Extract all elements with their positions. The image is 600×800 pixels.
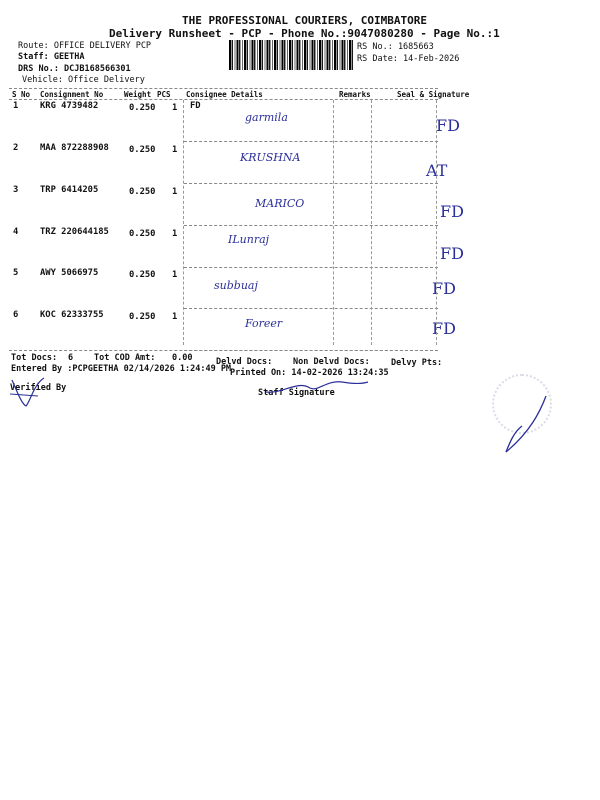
company-title: THE PROFESSIONAL COURIERS, COIMBATORE [182,14,428,27]
entered-by: Entered By :PCPGEETHA 02/14/2026 1:24:49 PM [11,364,232,374]
table-row [0,227,464,267]
col-pcs-header: PCS [157,90,171,99]
handwritten-seal: FD [432,279,456,298]
row-weight: 0.250 [129,103,156,113]
table-row [0,268,456,308]
barcode-image [229,40,354,70]
tot-docs-label: Tot Docs: [11,353,58,363]
row-consignment: TRZ 220644185 [40,227,109,237]
row-consignment: MAA 872288908 [40,143,109,153]
row-consignment: TRP 6414205 [40,185,99,195]
handwritten-name: MARICO [255,197,305,210]
handwritten-name: KRUSHNA [240,151,301,164]
tot-docs-value: 6 [68,353,74,363]
printed-on: Printed On: 14-02-2026 13:24:35 [230,368,389,378]
col-sno-header: S No [12,90,31,99]
delvy-pts: Delvy Pts: [391,358,443,368]
row-pcs: 1 [172,103,178,113]
runsheet-title: Delivery Runsheet - PCP - Phone No.:9047080280 - Page No.:1 [109,27,500,40]
tot-cod-label: Tot COD Amt: [94,353,156,363]
handwritten-name: Foreer [245,317,283,330]
row-sno: 5 [13,268,19,278]
row-consignment: AWY 5066975 [40,268,99,278]
col-consignment-header: Consignment No [40,90,104,99]
col-seal-header: Seal & Signature [397,90,470,99]
row-consignment: KOC 62333755 [40,310,104,320]
staff: Staff: GEETHA [18,52,85,62]
table-row [0,310,456,350]
table-row [0,185,464,225]
row-sno: 3 [13,185,19,195]
handwritten-seal: AT [426,161,448,180]
row-pcs: 1 [172,229,178,239]
row-weight: 0.250 [129,145,156,155]
col-remarks-header: Remarks [339,90,371,99]
row-sno: 1 [13,101,19,111]
col-weight-header: Weight [124,90,152,99]
row-sno: 6 [13,310,19,320]
verifier-signature [8,374,48,410]
tot-cod-value: 0.00 [172,353,193,363]
handwritten-seal: FD [440,202,464,221]
handwritten-name: garmila [245,111,288,124]
stamp-signature [500,392,550,456]
col-details-header: Consignee Details [186,90,263,99]
route: Route: OFFICE DELIVERY PCP [18,41,152,51]
row-weight: 0.250 [129,270,156,280]
row-pcs: 1 [172,312,178,322]
rs-date: RS Date: 14-Feb-2026 [357,54,460,64]
staff-signature [262,376,372,398]
row-pcs: 1 [172,145,178,155]
row-sno: 2 [13,143,19,153]
row-consignment: KRG 4739482 [40,101,99,111]
row-sno: 4 [13,227,19,237]
row-details: FD [190,101,201,111]
non-delvd-docs: Non Delvd Docs: [293,357,370,367]
table-row [0,143,448,183]
delvd-docs: Delvd Docs: [216,357,273,367]
vehicle: Vehicle: Office Delivery [22,75,145,85]
row-pcs: 1 [172,187,178,197]
table-row [0,101,460,141]
rs-number: RS No.: 1685663 [357,42,434,52]
handwritten-seal: FD [436,116,460,135]
drs-number: DRS No.: DCJB168566301 [18,64,131,74]
handwritten-seal: FD [432,319,456,338]
handwritten-name: subbuaj [214,279,258,292]
handwritten-name: ILunraj [228,233,270,246]
row-weight: 0.250 [129,187,156,197]
row-weight: 0.250 [129,312,156,322]
row-weight: 0.250 [129,229,156,239]
handwritten-seal: FD [440,244,464,263]
verified-by: Verified By [10,383,67,393]
staff-signature-label: Staff Signature [258,388,335,398]
row-pcs: 1 [172,270,178,280]
